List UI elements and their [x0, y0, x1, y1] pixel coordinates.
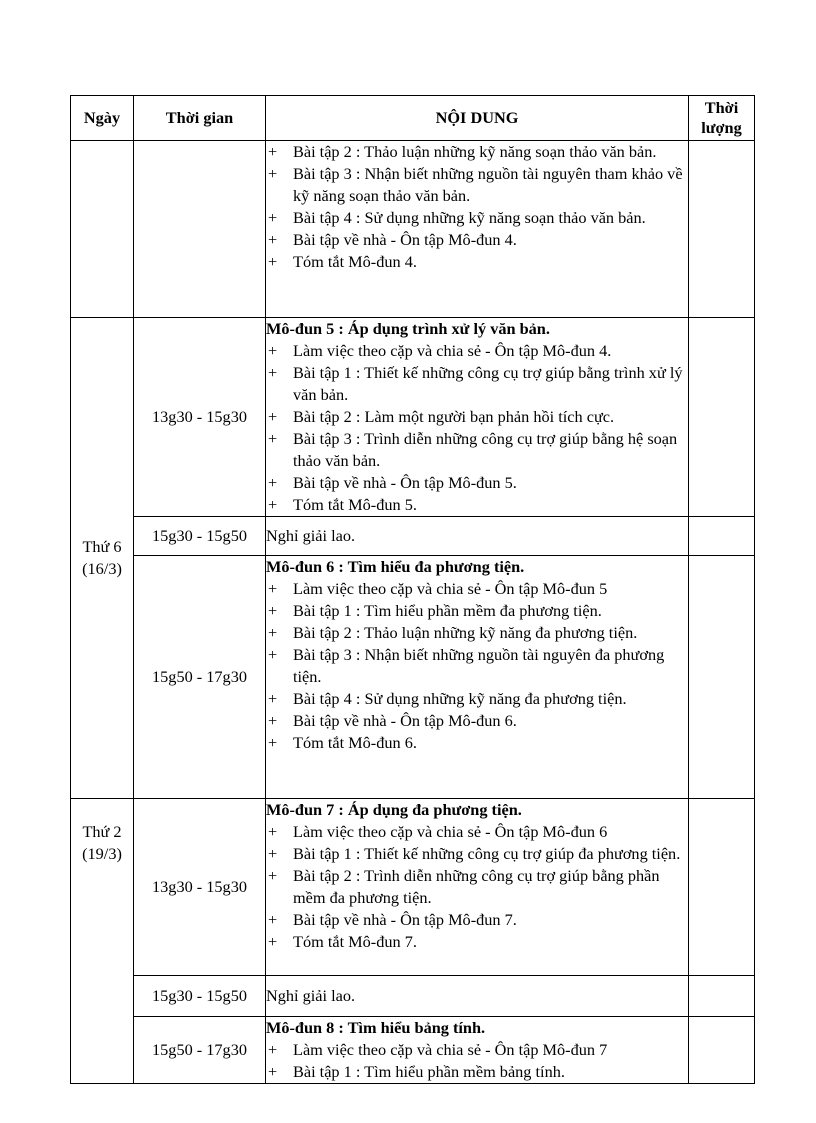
bullet-plus: +	[268, 363, 278, 382]
item-text: Bài tập 3 : Trình diễn những công cụ trợ giúp bằng hệ soạn thảo văn bản.	[293, 429, 678, 470]
item-text: Bài tập 2 : Làm một người bạn phản hồi tích cực.	[293, 407, 615, 426]
bullet-plus: +	[268, 341, 278, 360]
table-row	[71, 556, 755, 799]
time-cell: 13g30 - 15g30	[134, 318, 266, 517]
day-cell-empty	[71, 141, 134, 318]
bullet-plus: +	[268, 645, 278, 664]
item-text: Bài tập 2 : Thảo luận những kỹ năng soạn thảo văn bản.	[293, 142, 657, 161]
table-row	[71, 1017, 755, 1084]
list-item	[266, 1061, 688, 1083]
content-cell	[266, 799, 689, 976]
header-row	[71, 96, 755, 141]
duration-cell	[689, 976, 755, 1017]
list-item	[266, 843, 688, 865]
header-time: Thời gian	[134, 96, 266, 141]
list-item	[266, 732, 688, 754]
list-item	[266, 340, 688, 362]
item-text: Bài tập 3 : Nhận biết những nguồn tài nguyên tham khảo về kỹ năng soạn thảo văn bản.	[293, 164, 683, 205]
bullet-plus: +	[268, 844, 278, 863]
list-item	[266, 688, 688, 710]
bullet-plus: +	[268, 1062, 278, 1081]
time-cell: 15g50 - 17g30	[134, 1017, 266, 1084]
item-text: Làm việc theo cặp và chia sẻ - Ôn tập Mô-đun 5	[293, 579, 608, 598]
item-text: Bài tập 1 : Thiết kế những công cụ trợ giúp bằng trình xử lý văn bản.	[293, 363, 683, 404]
list-item	[266, 251, 688, 273]
bullet-plus: +	[268, 252, 278, 271]
header-duration	[689, 96, 755, 141]
list-item	[266, 600, 688, 622]
module-title: Mô-đun 8 : Tìm hiểu bảng tính.	[266, 1018, 486, 1037]
bullet-plus: +	[268, 733, 278, 752]
break-text: Nghỉ giải lao.	[266, 986, 356, 1005]
schedule-table	[70, 95, 755, 1084]
bullet-plus: +	[268, 429, 278, 448]
item-text: Bài tập 4 : Sử dụng những kỹ năng đa phương tiện.	[293, 689, 627, 708]
bullet-plus: +	[268, 579, 278, 598]
list-item	[266, 163, 688, 207]
time-cell: 15g30 - 15g50	[134, 517, 266, 556]
time-cell: 15g50 - 17g30	[134, 556, 266, 799]
duration-cell	[689, 556, 755, 799]
item-text: Làm việc theo cặp và chia sẻ - Ôn tập Mô-đun 4.	[293, 341, 612, 360]
item-text: Làm việc theo cặp và chia sẻ - Ôn tập Mô-đun 6	[293, 822, 608, 841]
bullet-plus: +	[268, 932, 278, 951]
item-text: Bài tập 2 : Thảo luận những kỹ năng đa phương tiện.	[293, 623, 638, 642]
list-item	[266, 362, 688, 406]
item-text: Bài tập 2 : Trình diễn những công cụ trợ giúp bằng phần mềm đa phương tiện.	[293, 866, 660, 907]
content-cell	[266, 556, 689, 799]
list-item	[266, 622, 688, 644]
table-row	[71, 517, 755, 556]
break-text: Nghỉ giải lao.	[266, 526, 356, 545]
duration-cell	[689, 517, 755, 556]
header-content: NỘI DUNG	[266, 96, 689, 141]
bullet-plus: +	[268, 495, 278, 514]
content-cell	[266, 976, 689, 1017]
day-cell: Thứ 6 (16/3)	[71, 318, 134, 799]
item-text: Bài tập 3 : Nhận biết những nguồn tài nguyên đa phương tiện.	[293, 645, 665, 686]
item-text: Tóm tắt Mô-đun 4.	[293, 252, 417, 271]
item-text: Bài tập 1 : Tìm hiểu phần mềm đa phương tiện.	[293, 601, 602, 620]
bullet-plus: +	[268, 208, 278, 227]
bullet-plus: +	[268, 230, 278, 249]
list-item	[266, 931, 688, 953]
item-text: Bài tập về nhà - Ôn tập Mô-đun 6.	[293, 711, 517, 730]
item-text: Bài tập 1 : Thiết kế những công cụ trợ giúp đa phương tiện.	[293, 844, 681, 863]
day-cell	[71, 799, 134, 1084]
bullet-plus: +	[268, 822, 278, 841]
list-item	[266, 229, 688, 251]
list-item	[266, 865, 688, 909]
bullet-plus: +	[268, 473, 278, 492]
duration-cell	[689, 318, 755, 517]
item-text: Bài tập về nhà - Ôn tập Mô-đun 5.	[293, 473, 517, 492]
module-title: Mô-đun 5 : Áp dụng trình xử lý văn bản.	[266, 319, 550, 338]
bullet-plus: +	[268, 601, 278, 620]
bullet-plus: +	[268, 164, 278, 183]
bullet-plus: +	[268, 910, 278, 929]
item-text: Tóm tắt Mô-đun 7.	[293, 932, 417, 951]
header-duration-line1: Thời	[704, 98, 739, 117]
table-row	[71, 141, 755, 318]
content-cell	[266, 141, 689, 318]
module-title: Mô-đun 7 : Áp dụng đa phương tiện.	[266, 800, 522, 819]
content-cell	[266, 517, 689, 556]
list-item	[266, 710, 688, 732]
bullet-plus: +	[268, 866, 278, 885]
list-item	[266, 141, 688, 163]
time-cell: 15g30 - 15g50	[134, 976, 266, 1017]
table-row	[71, 799, 755, 976]
content-cell	[266, 318, 689, 517]
list-item	[266, 428, 688, 472]
duration-cell	[689, 141, 755, 318]
list-item	[266, 472, 688, 494]
list-item	[266, 644, 688, 688]
time-cell: 13g30 - 15g30	[134, 799, 266, 976]
item-text: Bài tập về nhà - Ôn tập Mô-đun 4.	[293, 230, 517, 249]
module-title: Mô-đun 6 : Tìm hiểu đa phương tiện.	[266, 557, 525, 576]
item-text: Làm việc theo cặp và chia sẻ - Ôn tập Mô-đun 7	[293, 1040, 608, 1059]
bullet-plus: +	[268, 142, 278, 161]
bullet-plus: +	[268, 1040, 278, 1059]
header-day: Ngày	[71, 96, 134, 141]
header-duration-line2: lượng	[701, 118, 742, 137]
bullet-plus: +	[268, 623, 278, 642]
duration-cell	[689, 1017, 755, 1084]
bullet-plus: +	[268, 407, 278, 426]
list-item	[266, 821, 688, 843]
item-text: Bài tập về nhà - Ôn tập Mô-đun 7.	[293, 910, 517, 929]
content-cell	[266, 1017, 689, 1084]
duration-cell	[689, 799, 755, 976]
time-cell-empty	[134, 141, 266, 318]
list-item	[266, 578, 688, 600]
item-text: Bài tập 4 : Sử dụng những kỹ năng soạn thảo văn bản.	[293, 208, 646, 227]
list-item	[266, 494, 688, 516]
bullet-plus: +	[268, 689, 278, 708]
item-text: Tóm tắt Mô-đun 5.	[293, 495, 417, 514]
list-item	[266, 909, 688, 931]
list-item	[266, 406, 688, 428]
table-row	[71, 976, 755, 1017]
list-item	[266, 1039, 688, 1061]
list-item	[266, 207, 688, 229]
table-row	[71, 318, 755, 517]
item-text: Bài tập 1 : Tìm hiểu phần mềm bảng tính.	[293, 1062, 565, 1081]
day-label: Thứ 2 (19/3)	[82, 822, 122, 863]
bullet-plus: +	[268, 711, 278, 730]
item-text: Tóm tắt Mô-đun 6.	[293, 733, 417, 752]
